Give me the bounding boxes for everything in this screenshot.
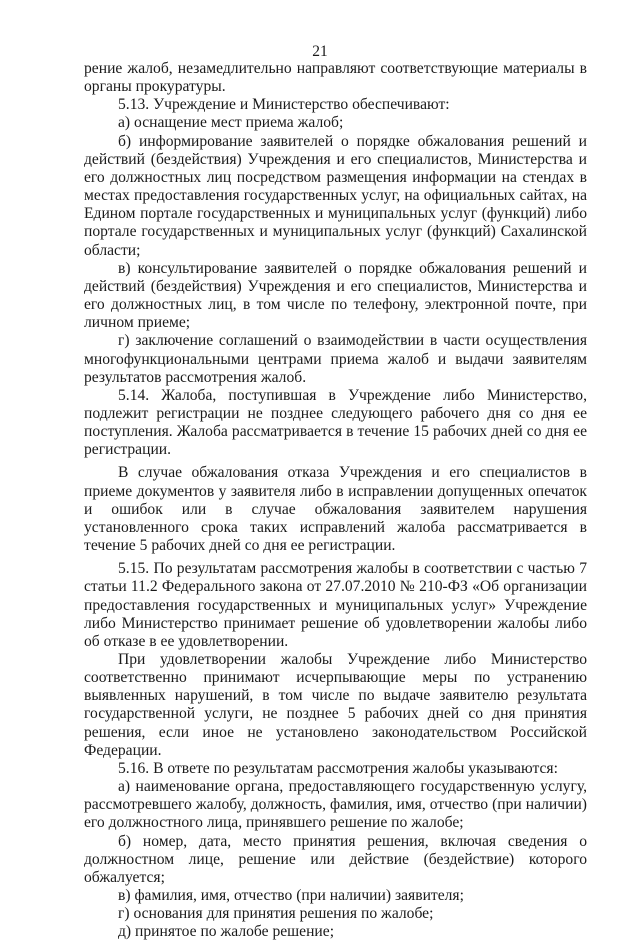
paragraph-5-15: 5.15. По результатам рассмотрения жалобы в соответствии с частью 7 статьи 11.2 Федерального закона от 27.07.2010 № 210-ФЗ «Об организации предоставления государственных и муниципальных услуг» Учреждение либо Министерство принимает решение об удовлетворении жалобы либо об отказе в ее удовлетворении. (84, 560, 587, 650)
response-item-v: в) фамилия, имя, отчество (при наличии) заявителя; (118, 887, 464, 905)
response-item-a: а) наименование органа, предоставляющего государственную услугу, рассмотревшего жалобу, должность, фамилия, имя, отчество (при наличии) его должностного лица, принявшего решение по жалобе; (84, 778, 587, 832)
paragraph-appeal-refusal: В случае обжалования отказа Учреждения и его специалистов в приеме документов у заявителя либо в исправлении допущенных опечаток и ошибок или в случае обжалования заявителем нарушения установленного срока таких исправлений жалоба рассматривается в течение 5 рабочих дней со дня ее регистрации. (84, 464, 587, 555)
document-body (84, 60, 587, 942)
list-item-g: г) заключение соглашений о взаимодействии в части осуществления многофункциональными центрами приема жалоб и выдачи заявителям результатов рассмотрения жалоб. (84, 332, 587, 386)
list-item-b: б) информирование заявителей о порядке обжалования решений и действий (бездействия) Учреждения и его специалистов, Министерства и его должностных лиц посредством размещения информации на стендах в местах предоставления государственных услуг, на официальных сайтах, на Едином портале государственных и муниципальных услуг (функций) либо портале государственных и муниципальных услуг (функций) Сахалинской области; (84, 132, 587, 259)
paragraph-satisfaction: При удовлетворении жалобы Учреждение либо Министерство соответственно принимают исчерпывающие меры по устранению выявленных нарушений, в том числе по выдаче заявителю результата государственной услуги, не позднее 5 рабочих дней со дня принятия решения, если иное не установлено законодательством Российской Федерации. (84, 651, 587, 759)
paragraph-5-16: 5.16. В ответе по результатам рассмотрения жалобы указываются: (118, 759, 558, 777)
paragraph-5-14: 5.14. Жалоба, поступившая в Учреждение либо Министерство, подлежит регистрации не позднее следующего рабочего дня со дня ее поступления. Жалоба рассматривается в течение 15 рабочих дней со дня ее регистрации. (84, 386, 587, 459)
list-item-a: а) оснащение мест приема жалоб; (118, 114, 344, 132)
response-item-g: г) основания для принятия решения по жалобе; (118, 905, 434, 923)
response-item-d: д) принятое по жалобе решение; (118, 923, 335, 941)
paragraph-continuation: рение жалоб, незамедлительно направляют соответствующие материалы в органы прокуратуры. (84, 60, 587, 96)
page-number: 21 (312, 43, 328, 60)
list-item-v: в) консультирование заявителей о порядке обжалования решений и действий (бездействия) Учреждения и его специалистов, Министерства и его должностных лиц, в том числе по телефону, электронной почте, при личном приеме; (84, 259, 587, 332)
paragraph-5-13: 5.13. Учреждение и Министерство обеспечивают: (118, 96, 450, 114)
response-item-b: б) номер, дата, место принятия решения, включая сведения о должностном лице, решение или действие (бездействие) которого обжалуется; (84, 832, 587, 886)
